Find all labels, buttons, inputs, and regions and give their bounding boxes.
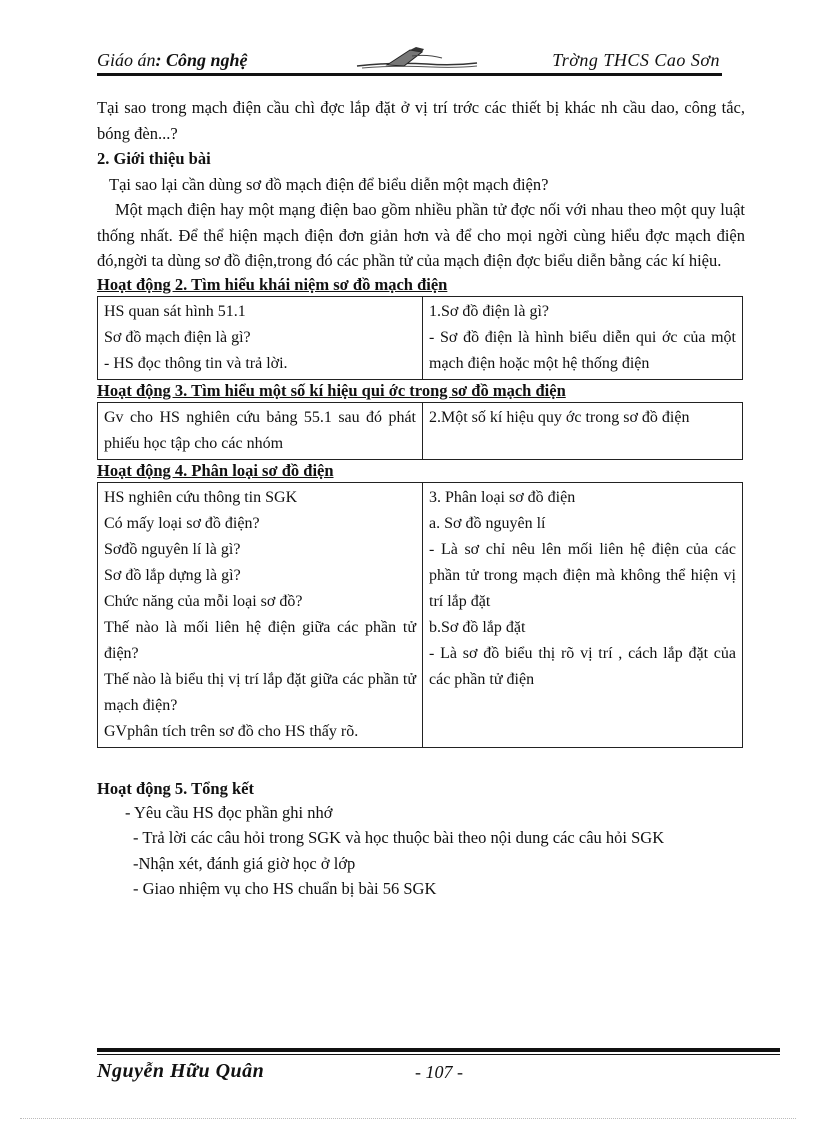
activity-2-right-cell — [423, 296, 743, 379]
header-rule — [97, 73, 722, 76]
page-content — [97, 95, 745, 902]
activity-5-list — [97, 800, 745, 902]
activity-3-title: Hoạt động 3. Tìm hiểu một số kí hiệu qui ớc trong sơ đồ mạch điện — [97, 380, 566, 400]
cell-line: 1.Sơ đồ điện là gì? — [429, 302, 549, 320]
cell-line: GVphân tích trên sơ đồ cho HS thấy rõ. — [104, 722, 359, 740]
cell-line: Thế nào là mối liên hệ điện giữa các phần tử điện? — [104, 618, 416, 662]
cell-line: 2.Một số kí hiệu quy ớc trong sơ đồ điện — [429, 408, 690, 426]
cell-line: - Là sơ đồ biểu thị rõ vị trí , cách lắp đặt của các phần tử điện — [429, 644, 736, 688]
page-footer — [97, 1048, 780, 1088]
cell-line: a. Sơ đồ nguyên lí — [429, 514, 546, 532]
page-header — [97, 44, 722, 76]
section-heading: 2. Giới thiệu bài — [97, 149, 211, 168]
cell-line: Chức năng của mỗi loại sơ đồ? — [104, 592, 303, 610]
page-number: - 107 - — [415, 1062, 463, 1082]
activity-2-left-cell — [98, 296, 423, 379]
cell-line: Gv cho HS nghiên cứu bảng 55.1 sau đó phát phiếu học tập cho các nhóm — [104, 408, 416, 452]
intro-paragraph-2: Một mạch điện hay một mạng điện bao gồm nhiều phần tử đợc nối với nhau theo một quy luật thống nhất. Để thể hiện mạch điện đơn giản hơn và để cho mọi ngời cùng hiểu đợc mạch điện đó,ngời ta dùng sơ đồ điện,trong đó các phần tử của mạch điện đợc biểu diễn bằng các kí hiệu. — [97, 200, 745, 270]
decorative-pen-icon — [352, 44, 482, 72]
activity-5-section — [97, 778, 745, 902]
header-school: Trờng THCS Cao Sơn — [552, 50, 720, 70]
cell-line: HS nghiên cứu thông tin SGK — [104, 488, 298, 506]
activity-4-right-cell — [423, 482, 743, 747]
cell-line: Sơ đồ lắp dựng là gì? — [104, 566, 241, 584]
cell-line: - Sơ đồ điện là hình biểu diễn qui ớc của một mạch điện hoặc một hệ thống điện — [429, 328, 736, 372]
activity-3-left-cell — [98, 402, 423, 459]
list-item: -Nhận xét, đánh giá giờ học ở lớp — [133, 853, 356, 873]
cell-line: Thế nào là biểu thị vị trí lắp đặt giữa các phần tử mạch điện? — [104, 670, 416, 714]
bottom-dotted-line — [20, 1118, 796, 1119]
activity-2-title: Hoạt động 2. Tìm hiểu khái niệm sơ đồ mạch điện — [97, 274, 448, 294]
cell-line: b.Sơ đồ lắp đặt — [429, 618, 526, 636]
cell-line: - HS đọc thông tin và trả lời. — [104, 354, 288, 372]
activity-3-table — [97, 402, 743, 460]
cell-line: HS quan sát hình 51.1 — [104, 302, 246, 320]
list-item: - Trả lời các câu hỏi trong SGK và học thuộc bài theo nội dung các câu hỏi SGK — [133, 828, 665, 847]
activity-4-left-cell — [98, 482, 423, 747]
header-subject: Giáo án: Công nghệ — [97, 50, 248, 70]
list-item: - Yêu cầu HS đọc phần ghi nhớ — [125, 802, 333, 822]
cell-line: - Là sơ chỉ nêu lên mối liên hệ điện của các phần tử trong mạch điện mà không thể hiện vị trí lắp đặt — [429, 540, 736, 610]
activity-3-right-cell — [423, 402, 743, 459]
cell-line: Sơđồ nguyên lí là gì? — [104, 540, 241, 558]
footer-author: Nguyễn Hữu Quân — [97, 1060, 265, 1082]
activity-4-title: Hoạt động 4. Phân loại sơ đồ điện — [97, 460, 334, 480]
activity-2-table — [97, 296, 743, 380]
intro-paragraph-1: Tại sao lại cần dùng sơ đồ mạch điện để biểu diễn một mạch điện? — [109, 174, 549, 194]
activity-4-table — [97, 482, 743, 748]
footer-rule-thin — [97, 1054, 780, 1055]
activity-5-title: Hoạt động 5. Tổng kết — [97, 778, 254, 798]
footer-rule — [97, 1048, 780, 1052]
list-item: - Giao nhiệm vụ cho HS chuẩn bị bài 56 SGK — [133, 879, 437, 898]
cell-line: Sơ đồ mạch điện là gì? — [104, 328, 251, 346]
intro-question: Tại sao trong mạch điện cầu chì đợc lắp đặt ở vị trí trớc các thiết bị khác nh cầu dao, công tắc, bóng đèn...? — [97, 98, 745, 143]
cell-line: Có mấy loại sơ đồ điện? — [104, 514, 260, 532]
cell-line: 3. Phân loại sơ đồ điện — [429, 488, 576, 506]
